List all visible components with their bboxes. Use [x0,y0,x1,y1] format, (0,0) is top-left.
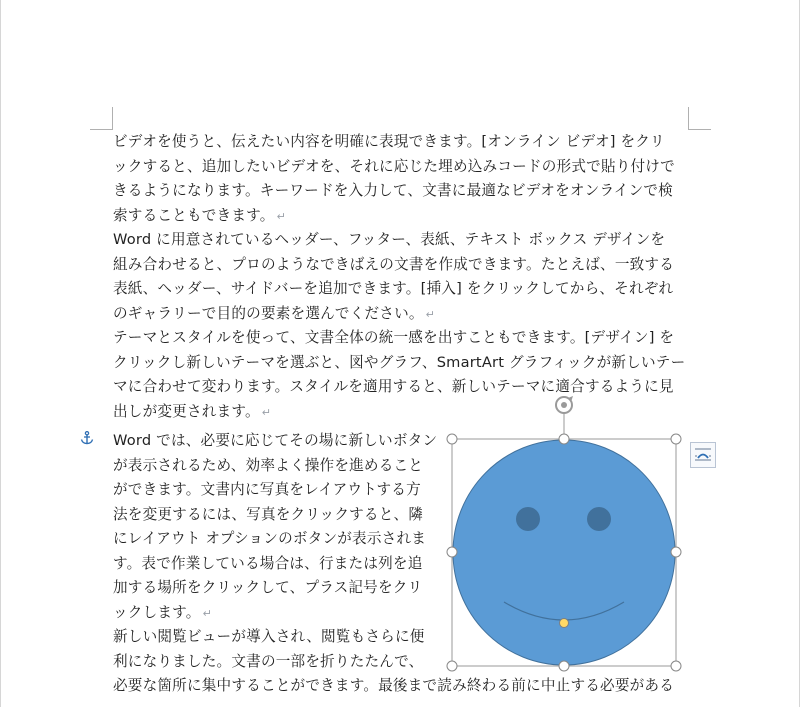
resize-handle-top-left[interactable] [447,434,457,444]
paragraph-mark: ↵ [261,405,272,419]
resize-handle-right[interactable] [671,547,681,557]
text-line[interactable]: 法を変更するには、写真をクリックすると、隣 [113,505,424,523]
adjust-handle[interactable] [560,619,569,628]
text-line[interactable]: 加する場所をクリックして、プラス記号をクリ [113,579,423,596]
text-line[interactable]: クリックし新しいテーマを選ぶと、図やグラフ、SmartArt グラフィックが新しいテー [113,353,686,371]
rotate-handle-icon[interactable] [556,396,573,413]
text-line[interactable]: が表示されるため、効率よく操作を進めること [113,456,424,474]
text-line[interactable]: マに合わせて変わります。スタイルを適用すると、新しいテーマに適合するように見 [113,378,674,395]
text-line-content[interactable]: 索することもできます。 [113,206,275,224]
resize-handle-bottom[interactable] [559,661,569,671]
text-line[interactable]: 組み合わせると、プロのようなできばえの文書を作成できます。たとえば、一致する [113,255,674,273]
text-line[interactable]: きるようになります。キーワードを入力して、文書に最適なビデオをオンラインで検 [113,182,673,199]
text-line[interactable]: にレイアウト オプションのボタンが表示されま [113,530,427,547]
text-line-content[interactable]: ックします。 [113,603,201,621]
resize-handle-top-right[interactable] [671,434,681,444]
text-line[interactable]: ックすると、追加したいビデオを、それに応じた埋め込みコードの形式で貼り付けで [113,157,675,175]
smiley-face-body[interactable] [453,440,675,665]
text-line-content[interactable]: 出しが変更されます。 [113,402,260,420]
text-line[interactable]: 利になりました。文書の一部を折りたたんで、 [113,652,424,670]
text-line[interactable]: ができます。文書内に写真をレイアウトする方 [113,481,421,498]
text-line[interactable]: Word に用意されているヘッダー、フッター、表紙、テキスト ボックス デザインを [113,231,666,248]
text-line[interactable]: テーマとスタイルを使って、文書全体の統一感を出すこともできます。[デザイン] を [113,329,675,346]
resize-handle-left[interactable] [447,547,457,557]
text-line[interactable]: 表紙、ヘッダー、サイドバーを追加できます。[挿入] をクリックしてから、それぞれ [113,280,674,297]
text-line-content[interactable]: のギャラリーで目的の要素を選んでください。 [113,304,424,322]
smiley-right-eye [587,507,611,531]
text-line[interactable]: 新しい閲覧ビューが導入され、閲覧もさらに便 [113,628,425,645]
paragraph-mark: ↵ [276,209,286,223]
resize-handle-bottom-right[interactable] [671,661,681,671]
text-line[interactable]: 必要な箇所に集中することができます。最後まで読み終わる前に中止する必要がある [113,677,674,694]
text-line[interactable]: ビデオを使うと、伝えたい内容を明確に表現できます。[オンライン ビデオ] をクリ [113,133,665,150]
resize-handle-top[interactable] [559,434,569,444]
paragraph-mark: ↵ [425,307,436,321]
resize-handle-bottom-left[interactable] [447,661,457,671]
paragraph-mark: ↵ [202,606,213,620]
smiley-left-eye [516,507,540,531]
text-line[interactable]: Word では、必要に応じてその場に新しいボタン [113,432,438,449]
text-line[interactable]: す。表で作業している場合は、行または列を追 [113,554,423,572]
